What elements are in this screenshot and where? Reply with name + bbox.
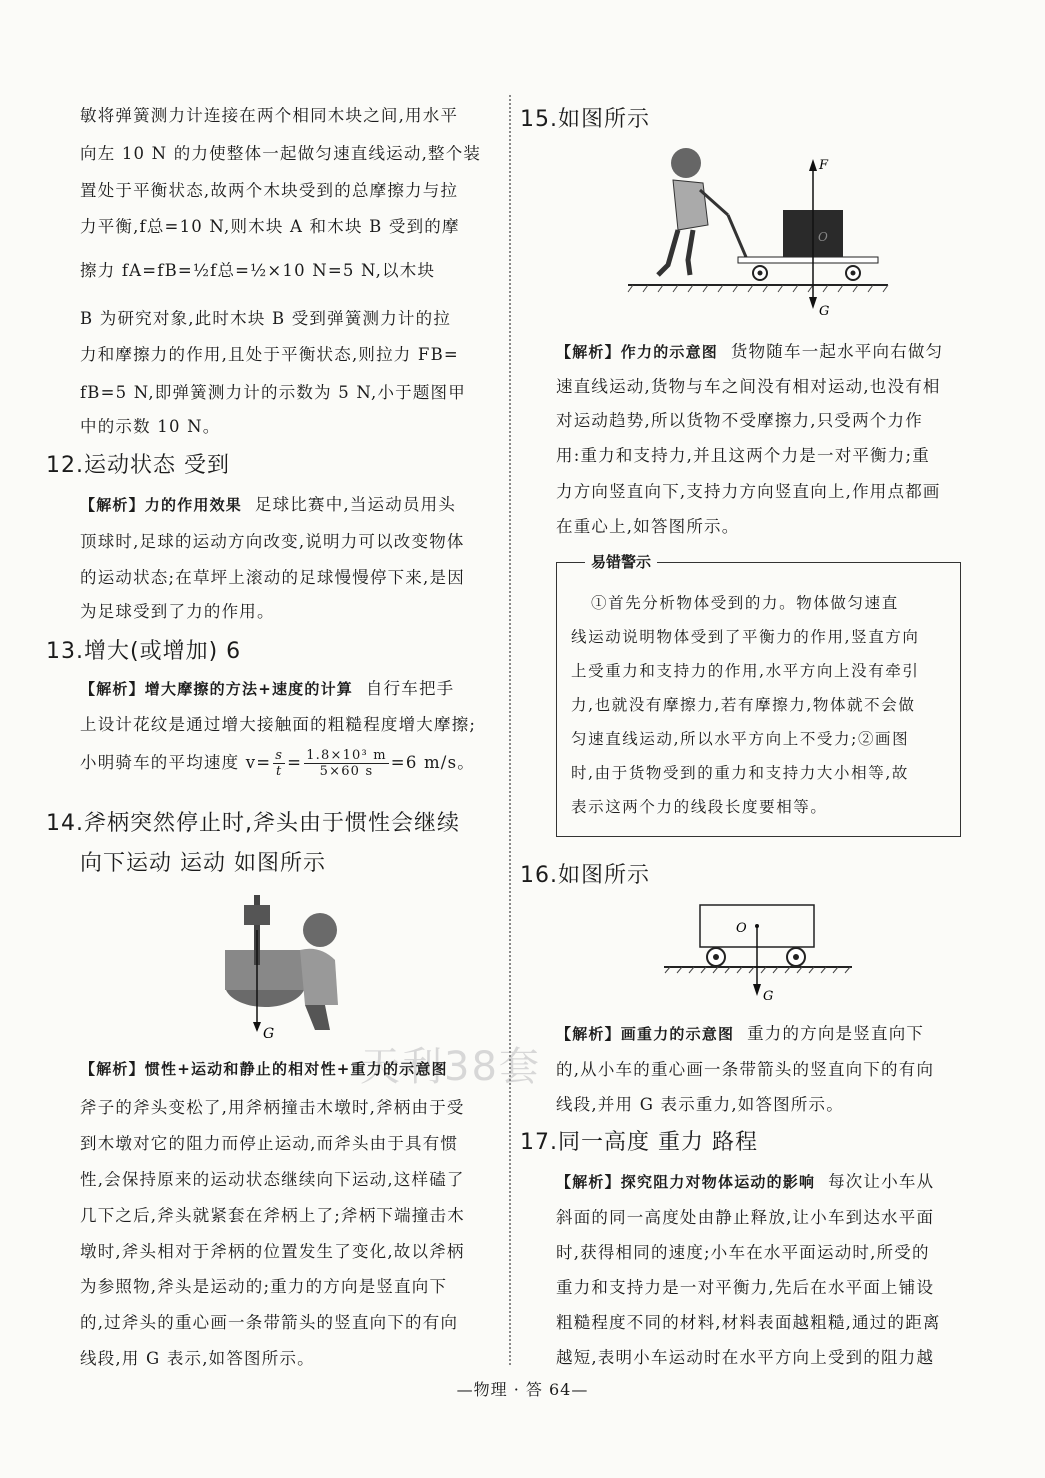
figure-label-G: G (819, 304, 830, 319)
warning-line: 匀速直线运动,所以水平方向上不受力;②画图 (571, 730, 910, 748)
text-line: 对运动趋势,所以货物不受摩擦力,只受两个力作 (556, 411, 923, 430)
text-line: 每次让小车从 (828, 1172, 935, 1191)
boy-leg (305, 1005, 330, 1030)
warning-line: 时,由于货物受到的重力和支持力大小相等,故 (571, 764, 909, 782)
figure-label-O: O (736, 921, 747, 936)
text-line: 为足球受到了力的作用。 (80, 602, 275, 621)
question-15-answer: 15.如图所示 (520, 107, 650, 132)
text-line: 上设计花纹是通过增大接触面的粗糙程度增大摩擦; (80, 715, 477, 734)
text-line: 性,会保持原来的运动状态继续向下运动,这样磕了 (80, 1170, 465, 1189)
fraction-s-over-t (273, 748, 285, 779)
figure-label-F: F (819, 158, 829, 173)
speed-formula: 小明骑车的平均速度 v= $\frac{s}{t}$ = $\frac{\text{1.8×10³ m}}{5\times 60 s}$ =6 m/s。 (80, 748, 475, 779)
text-line: 用:重力和支持力,并且这两个力是一对平衡力;重 (556, 446, 930, 465)
text-line: 斧子的斧头变松了,用斧柄撞击木墩时,斧柄由于受 (80, 1098, 465, 1117)
boy-shirt (673, 180, 708, 230)
text-line: 的,过斧头的重心画一条带箭头的竖直向下的有向 (80, 1313, 459, 1332)
text-line: 线段,用 G 表示,如答图所示。 (80, 1349, 315, 1368)
analysis-tag: 【解析】作力的示意图 (556, 343, 719, 361)
text-line: 足球比赛中,当运动员用头 (254, 495, 457, 514)
text-line: 中的示数 10 N。 (80, 417, 221, 436)
text-line: 斜面的同一高度处由静止释放,让小车到达水平面 (556, 1208, 935, 1227)
text-line: 力和摩擦力的作用,且处于平衡状态,则拉力 FB= (80, 345, 459, 364)
text-line: 的运动状态;在草坪上滚动的足球慢慢停下来,是因 (80, 568, 465, 587)
warning-line: 上受重力和支持力的作用,水平方向上没有牵引 (571, 662, 920, 680)
boy-head-icon (303, 913, 337, 947)
column-divider (509, 95, 511, 1365)
boy-pushing-cart-figure (628, 145, 893, 320)
text-line: 力方向竖直向下,支持力方向竖直向上,作用点都画 (556, 482, 941, 501)
fraction-denominator: 5×60 s (319, 764, 374, 779)
axe-head-icon (244, 905, 270, 925)
fraction-values (304, 748, 389, 779)
text-line: 重力和支持力是一对平衡力,先后在水平面上铺设 (556, 1278, 935, 1297)
formula-result: =6 m/s。 (390, 753, 475, 772)
analysis-tag: 【解析】探究阻力对物体运动的影响 (556, 1173, 816, 1191)
text-line: 自行车把手 (365, 679, 455, 698)
text-line: 线段,并用 G 表示重力,如答图所示。 (556, 1095, 844, 1114)
error-warning-box (556, 553, 961, 837)
text-line: 墩时,斧头相对于斧柄的位置发生了变化,故以斧柄 (80, 1242, 465, 1261)
warning-title-text: 易错警示 (591, 553, 652, 571)
warning-line: 线运动说明物体受到了平衡力的作用,竖直方向 (571, 628, 920, 646)
text-line: B 为研究对象,此时木块 B 受到弹簧测力计的拉 (80, 309, 452, 328)
boy-body (300, 949, 338, 1005)
analysis-tag: 【解析】画重力的示意图 (556, 1025, 735, 1043)
text-line: 的,从小车的重心画一条带箭头的竖直向下的有向 (556, 1060, 935, 1079)
fraction-numerator: 1.8×10³ m (306, 748, 387, 763)
question-17-answer: 17.同一高度 重力 路程 (520, 1130, 758, 1155)
question-13-answer: 13.增大(或增加) 6 (46, 639, 242, 664)
text-line: 擦力 fA=fB=½f总=½×10 N=5 N,以木块 (80, 261, 436, 280)
analysis-tag: 【解析】惯性+运动和静止的相对性+重力的示意图 (80, 1060, 448, 1078)
cart-handle (728, 215, 746, 257)
boy-leg-front (688, 230, 693, 275)
arrowhead-icon (253, 1022, 261, 1032)
page-footer: —物理 · 答 64— (456, 1380, 589, 1399)
fraction-numerator: s (275, 748, 284, 763)
watermark-text: 天利38套 (360, 1044, 541, 1090)
boy-head-icon (671, 148, 701, 178)
text-line: 到木墩对它的阻力而停止运动,而斧头由于具有惯 (80, 1134, 459, 1153)
cart-gravity-figure (664, 900, 864, 1005)
text-line: fB=5 N,即弹簧测力计的示数为 5 N,小于题图甲 (80, 383, 466, 402)
text-line: 顶球时,足球的运动方向改变,说明力可以改变物体 (80, 532, 465, 551)
text-line: 越短,表明小车运动时在水平方向上受到的阻力越 (556, 1348, 935, 1367)
text-line: 向左 10 N 的力使整体一起做匀速直线运动,整个装 (80, 144, 482, 163)
formula-prefix: 小明骑车的平均速度 v= (80, 753, 272, 772)
warning-title (585, 551, 657, 572)
axe-boy-figure (220, 890, 360, 1040)
cart-platform (738, 257, 878, 263)
warning-line: 表示这两个力的线段长度要相等。 (571, 798, 828, 816)
text-line: 在重心上,如答图所示。 (556, 517, 740, 536)
arrowhead-icon (753, 984, 761, 996)
text-line: 货物随车一起水平向右做匀 (730, 342, 944, 361)
figure-label-G: G (763, 989, 774, 1004)
analysis-tag: 【解析】增大摩擦的方法+速度的计算 (80, 680, 353, 698)
fraction-denominator: t (276, 764, 283, 779)
text-line: 为参照物,斧头是运动的;重力的方向是竖直向下 (80, 1277, 448, 1296)
analysis-tag: 【解析】力的作用效果 (80, 496, 243, 514)
text-line: 力平衡,f总=10 N,则木块 A 和木块 B 受到的摩 (80, 217, 460, 236)
figure-label-G: G (263, 1026, 275, 1042)
question-14-answer-line2: 向下运动 运动 如图所示 (80, 851, 326, 876)
warning-line: ①首先分析物体受到的力。物体做匀速直 (591, 594, 899, 612)
arrowhead-down-icon (809, 297, 817, 309)
text-line: 几下之后,斧头就紧套在斧柄上了;斧柄下端撞击木 (80, 1206, 465, 1225)
question-12-answer: 12.运动状态 受到 (46, 453, 230, 478)
boy-leg-back (658, 230, 678, 275)
question-16-answer: 16.如图所示 (520, 863, 650, 888)
text-line: 敏将弹簧测力计连接在两个相同木块之间,用水平 (80, 106, 459, 125)
text-line: 速直线运动,货物与车之间没有相对运动,也没有相 (556, 377, 941, 396)
question-14-answer-line1: 14.斧柄突然停止时,斧头由于惯性会继续 (46, 811, 460, 836)
text-line: 重力的方向是竖直向下 (747, 1024, 925, 1043)
arrowhead-up-icon (809, 159, 817, 171)
warning-line: 力,也就没有摩擦力,若有摩擦力,物体就不会做 (571, 696, 916, 714)
text-line: 时,获得相同的速度;小车在水平面运动时,所受的 (556, 1243, 930, 1262)
text-line: 粗糙程度不同的材料,材料表面越粗糙,通过的距离 (556, 1313, 941, 1332)
ground-hatching (628, 285, 888, 292)
stump-body (225, 950, 305, 990)
figure-label-O: O (818, 230, 828, 244)
text-line: 置处于平衡状态,故两个木块受到的总摩擦力与拉 (80, 181, 459, 200)
